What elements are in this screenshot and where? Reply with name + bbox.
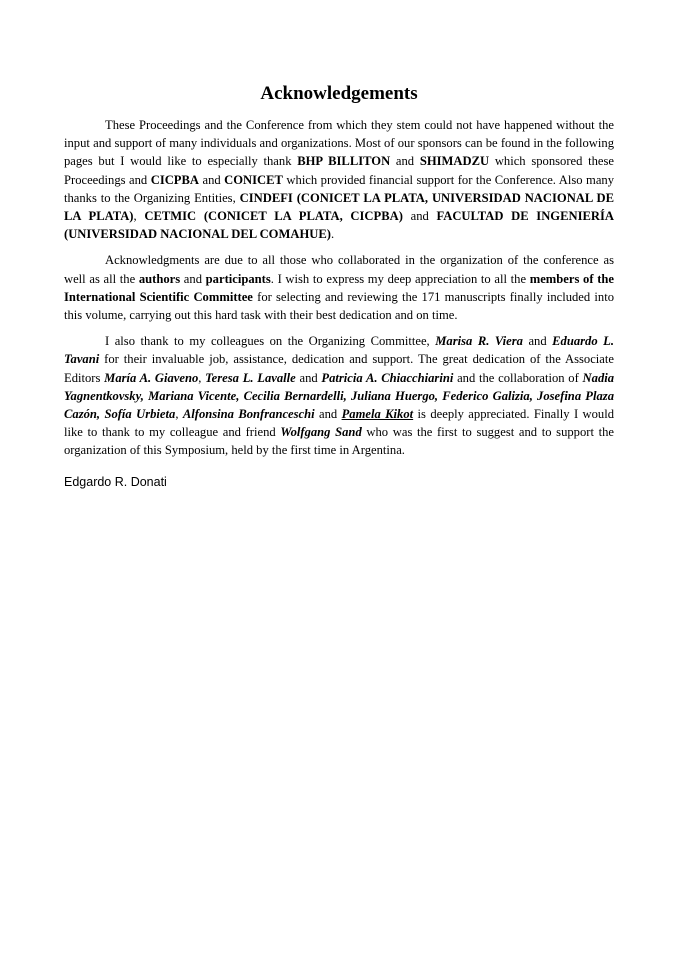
paragraph-sponsors (64, 116, 614, 243)
text: is deeply appreciated. Finally I would like to thank to my colleague and friend (64, 407, 615, 440)
text: and (180, 271, 206, 286)
document-body (64, 82, 614, 490)
entity-cetmic: CETMIC (CONICET LA PLATA, CICPBA) (144, 209, 403, 224)
name-pamela-kikot: Pamela Kikot (341, 407, 414, 422)
signature: Edgardo R. Donati (64, 474, 167, 489)
sponsor-conicet: CONICET (224, 172, 283, 187)
text: and (402, 209, 437, 224)
page-title: Acknowledgements (260, 83, 418, 104)
name-alfonsina-bonfranceschi: Alfonsina Bonfranceschi (182, 407, 315, 422)
text: I also thank to my colleagues on the Organizing Committee, (105, 334, 436, 349)
entity-cindefi: CINDEFI (CONICET LA PLATA, UNIVERSIDAD NACIONAL DE LA PLATA) (64, 190, 614, 224)
paragraph-colleagues (64, 332, 614, 459)
entity-facultad-ingenieria: FACULTAD DE INGENIERÍA (UNIVERSIDAD NACIONAL DEL COMAHUE) (64, 209, 614, 242)
name-teresa-lavalle: Teresa L. Lavalle (205, 370, 296, 385)
text: which provided financial support for the Conference. Also many thanks to the Organizing Entities, (64, 172, 615, 205)
text: who was the first to suggest and to support the organization of this Symposium, held by the first time in Argentina. (64, 425, 615, 458)
text: These Proceedings and the Conference from which they stem could not have happened without the input and support of many individuals and organizations. Most of our sponsors can be found in the following pages but I would like to especially thank (64, 118, 614, 169)
text: , (198, 370, 206, 385)
text: and (295, 370, 322, 385)
name-eduardo-tavani: Eduardo L. Tavani (64, 334, 615, 367)
text: and (199, 172, 225, 187)
text: and (522, 334, 553, 349)
text: , (133, 209, 145, 224)
name-maria-giaveno: María A. Giaveno (104, 370, 199, 385)
text: , (175, 407, 183, 422)
sponsor-shimadzu: SHIMADZU (419, 154, 490, 169)
sponsor-bhp-billiton: BHP BILLITON (297, 154, 391, 169)
text: . (330, 227, 335, 242)
name-patricia-chiacchiarini: Patricia A. Chiacchiarini (321, 370, 454, 385)
text: Acknowledgments are due to all those who collaborated in the organization of the conference as well as all the (64, 253, 614, 286)
text: for their invaluable job, assistance, dedication and support. The great dedication of the Associate Editors (64, 352, 614, 385)
name-wolfgang-sand: Wolfgang Sand (280, 425, 362, 440)
text: and (390, 154, 420, 169)
name-marisa-viera: Marisa R. Viera (435, 334, 523, 349)
text: for selecting and reviewing the 171 manuscripts finally included into this volume, carrying out this hard task with their best dedication and on time. (64, 289, 614, 323)
text: and (314, 407, 342, 422)
text: and the collaboration of (453, 370, 583, 385)
text: . I wish to express my deep appreciation to all the (270, 271, 530, 286)
emphasis-authors: authors (138, 271, 181, 286)
emphasis-participants: participants (205, 271, 271, 286)
sponsor-cicpba: CICPBA (150, 172, 199, 187)
emphasis-scientific-committee: members of the International Scientific Committee (64, 271, 614, 304)
paragraph-committee (64, 251, 614, 324)
text: which sponsored these Proceedings and (64, 154, 614, 187)
name-collaborators: Nadia Yagnentkovsky, Mariana Vicente, Cecilia Bernardelli, Juliana Huergo, Federico Galizia, Josefina Plaza Cazón, Sofía Urbieta (64, 370, 615, 422)
